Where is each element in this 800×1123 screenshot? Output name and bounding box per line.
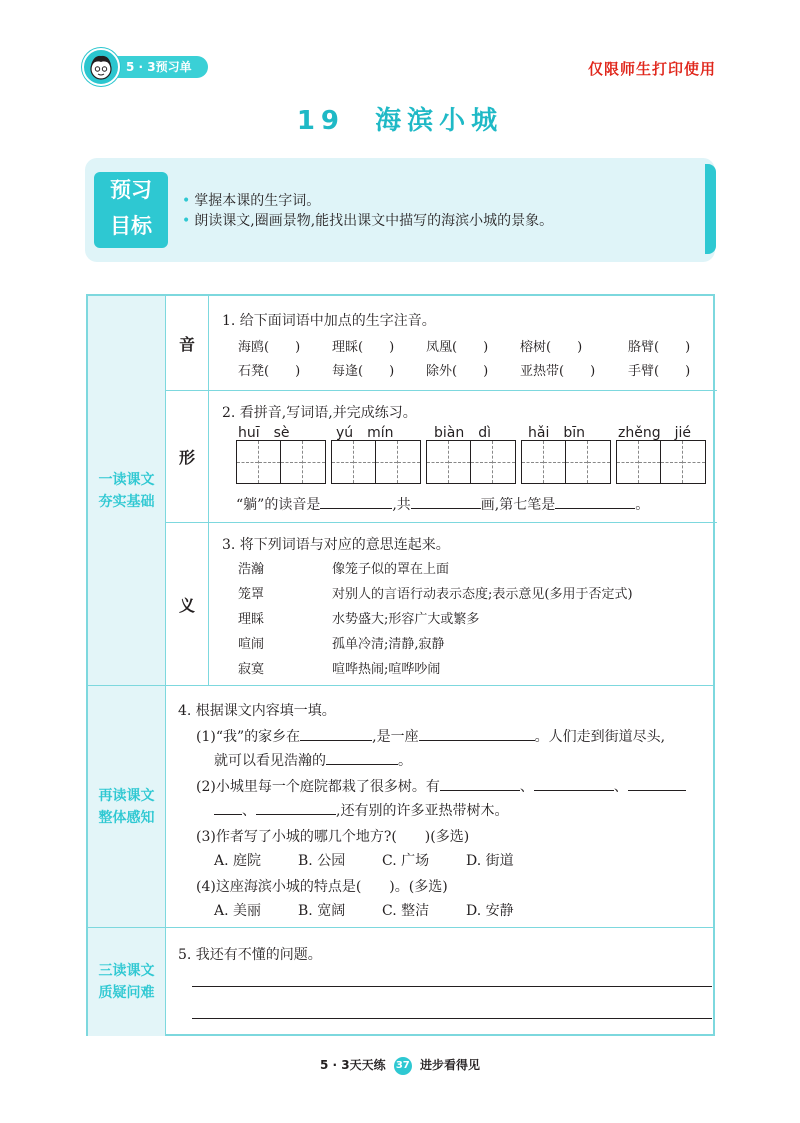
q1-word[interactable]: 亚热带( ) [520, 364, 596, 379]
q1-word[interactable]: 胳臂( ) [628, 340, 691, 355]
writing-grid[interactable] [426, 440, 516, 484]
q4-2: (2)小城里每一个庭院都栽了很多树。有 、 、 [196, 776, 686, 796]
writing-grid[interactable] [236, 440, 326, 484]
cartoon-kid-face [84, 50, 118, 84]
q1-word[interactable]: 海鸥( ) [238, 340, 301, 355]
writing-grid[interactable] [331, 440, 421, 484]
q1-word[interactable]: 除外( ) [426, 364, 489, 379]
writing-grid[interactable] [616, 440, 706, 484]
answer-blank[interactable] [534, 777, 614, 791]
lesson-number: 19 [296, 106, 346, 136]
q2-text: 2. 看拼音,写词语,并完成练习。 [222, 405, 417, 421]
q4-1-cont: 就可以看见浩瀚的 。 [214, 753, 412, 769]
q1-word[interactable]: 石凳( ) [238, 364, 301, 379]
q2-followup: “躺”的读音是 ,共 画,第七笔是 。 [236, 497, 650, 513]
section3-label: 三读课文 质疑问难 [88, 928, 165, 1036]
lesson-title [0, 100, 800, 137]
q5-text: 5. 我还有不懂的问题。 [178, 947, 322, 963]
option-d[interactable]: D. 安静 [466, 903, 514, 919]
meaning-label: 义 [178, 595, 195, 615]
match-meaning[interactable]: 对别人的言语行动表示态度;表示意见(多用于否定式) [332, 587, 633, 602]
q1-word[interactable]: 凤凰( ) [426, 340, 489, 355]
pinyin-4: hǎi bīn [528, 425, 585, 441]
match-word[interactable]: 理睬 [238, 612, 265, 627]
answer-blank[interactable] [300, 727, 372, 741]
objectives-tag [94, 172, 168, 248]
answer-blank[interactable] [256, 801, 336, 815]
q4-2-cont: 、 ,还有别的许多亚热带树木。 [214, 800, 508, 820]
q1-word[interactable]: 榕树( ) [520, 340, 583, 355]
pinyin-1: huī sè [238, 425, 290, 441]
answer-blank[interactable] [628, 777, 686, 791]
q1-word[interactable]: 理睬( ) [332, 340, 395, 355]
match-meaning[interactable]: 喧哗热闹;喧哗吵闹 [332, 662, 441, 677]
option-a[interactable]: A. 庭院 [214, 853, 262, 869]
sound-label: 音 [178, 334, 195, 354]
q3-text: 3. 将下列词语与对应的意思连起来。 [222, 537, 450, 553]
pinyin-5: zhěng jié [618, 425, 691, 441]
match-meaning[interactable]: 孤单冷清;清静,寂静 [332, 637, 445, 652]
exercise-table [86, 294, 715, 1036]
objective-item: • 掌握本课的生字词。 [182, 193, 321, 209]
match-word[interactable]: 喧闹 [238, 637, 265, 652]
footer [0, 1056, 800, 1075]
match-meaning[interactable]: 水势盛大;形容广大或繁多 [332, 612, 480, 627]
option-c[interactable]: C. 整洁 [382, 903, 430, 919]
q4-3: (3)作者写了小城的哪几个地方?( )(多选) [196, 829, 470, 845]
cartoon-kid-icon [82, 48, 120, 86]
option-b[interactable]: B. 公园 [298, 853, 346, 869]
footer-right: 进步看得见 [419, 1058, 480, 1072]
print-note: 仅限师生打印使用 [587, 60, 716, 78]
series-label: 5 · 3预习单 [106, 56, 208, 78]
match-meaning[interactable]: 像笼子似的罩在上面 [332, 562, 450, 577]
answer-blank[interactable] [411, 495, 481, 509]
q1-word[interactable]: 每逢( ) [332, 364, 395, 379]
objectives-tag-line1: 预习 [110, 178, 152, 202]
answer-line[interactable] [192, 1018, 712, 1019]
objectives-stripe [705, 164, 716, 254]
objective-item: • 朗读课文,圈画景物,能找出课文中描写的海滨小城的景象。 [182, 213, 554, 229]
match-word[interactable]: 笼罩 [238, 587, 265, 602]
q4-4: (4)这座海滨小城的特点是( )。(多选) [196, 879, 448, 895]
q4-1: (1)“我”的家乡在 ,是一座 。人们走到街道尽头, [196, 729, 666, 745]
match-word[interactable]: 寂寞 [238, 662, 265, 677]
shape-label: 形 [178, 448, 195, 467]
q1-word[interactable]: 手臂( ) [628, 364, 691, 379]
answer-blank[interactable] [440, 777, 520, 791]
answer-blank[interactable] [214, 801, 242, 815]
section1-label: 一读课文 夯实基础 [88, 296, 165, 685]
option-a[interactable]: A. 美丽 [214, 903, 262, 919]
q1-text: 1. 给下面词语中加点的生字注音。 [222, 313, 436, 329]
objectives-tag-line2: 目标 [110, 214, 152, 238]
answer-blank[interactable] [326, 751, 398, 765]
option-b[interactable]: B. 宽阔 [298, 903, 346, 919]
answer-blank[interactable] [320, 495, 392, 509]
option-d[interactable]: D. 街道 [466, 853, 514, 869]
writing-grid[interactable] [521, 440, 611, 484]
pinyin-3: biàn dì [434, 425, 492, 441]
answer-blank[interactable] [555, 495, 635, 509]
pinyin-2: yú mín [336, 425, 394, 441]
section2-label: 再读课文 整体感知 [88, 686, 165, 927]
footer-left: 5 · 3天天练 [319, 1058, 386, 1072]
q4-text: 4. 根据课文内容填一填。 [178, 703, 336, 719]
option-c[interactable]: C. 广场 [382, 853, 430, 869]
lesson-name: 海滨小城 [375, 106, 504, 136]
match-word[interactable]: 浩瀚 [238, 562, 265, 577]
answer-line[interactable] [192, 986, 712, 987]
page-number: 37 [394, 1057, 412, 1075]
answer-blank[interactable] [419, 727, 535, 741]
